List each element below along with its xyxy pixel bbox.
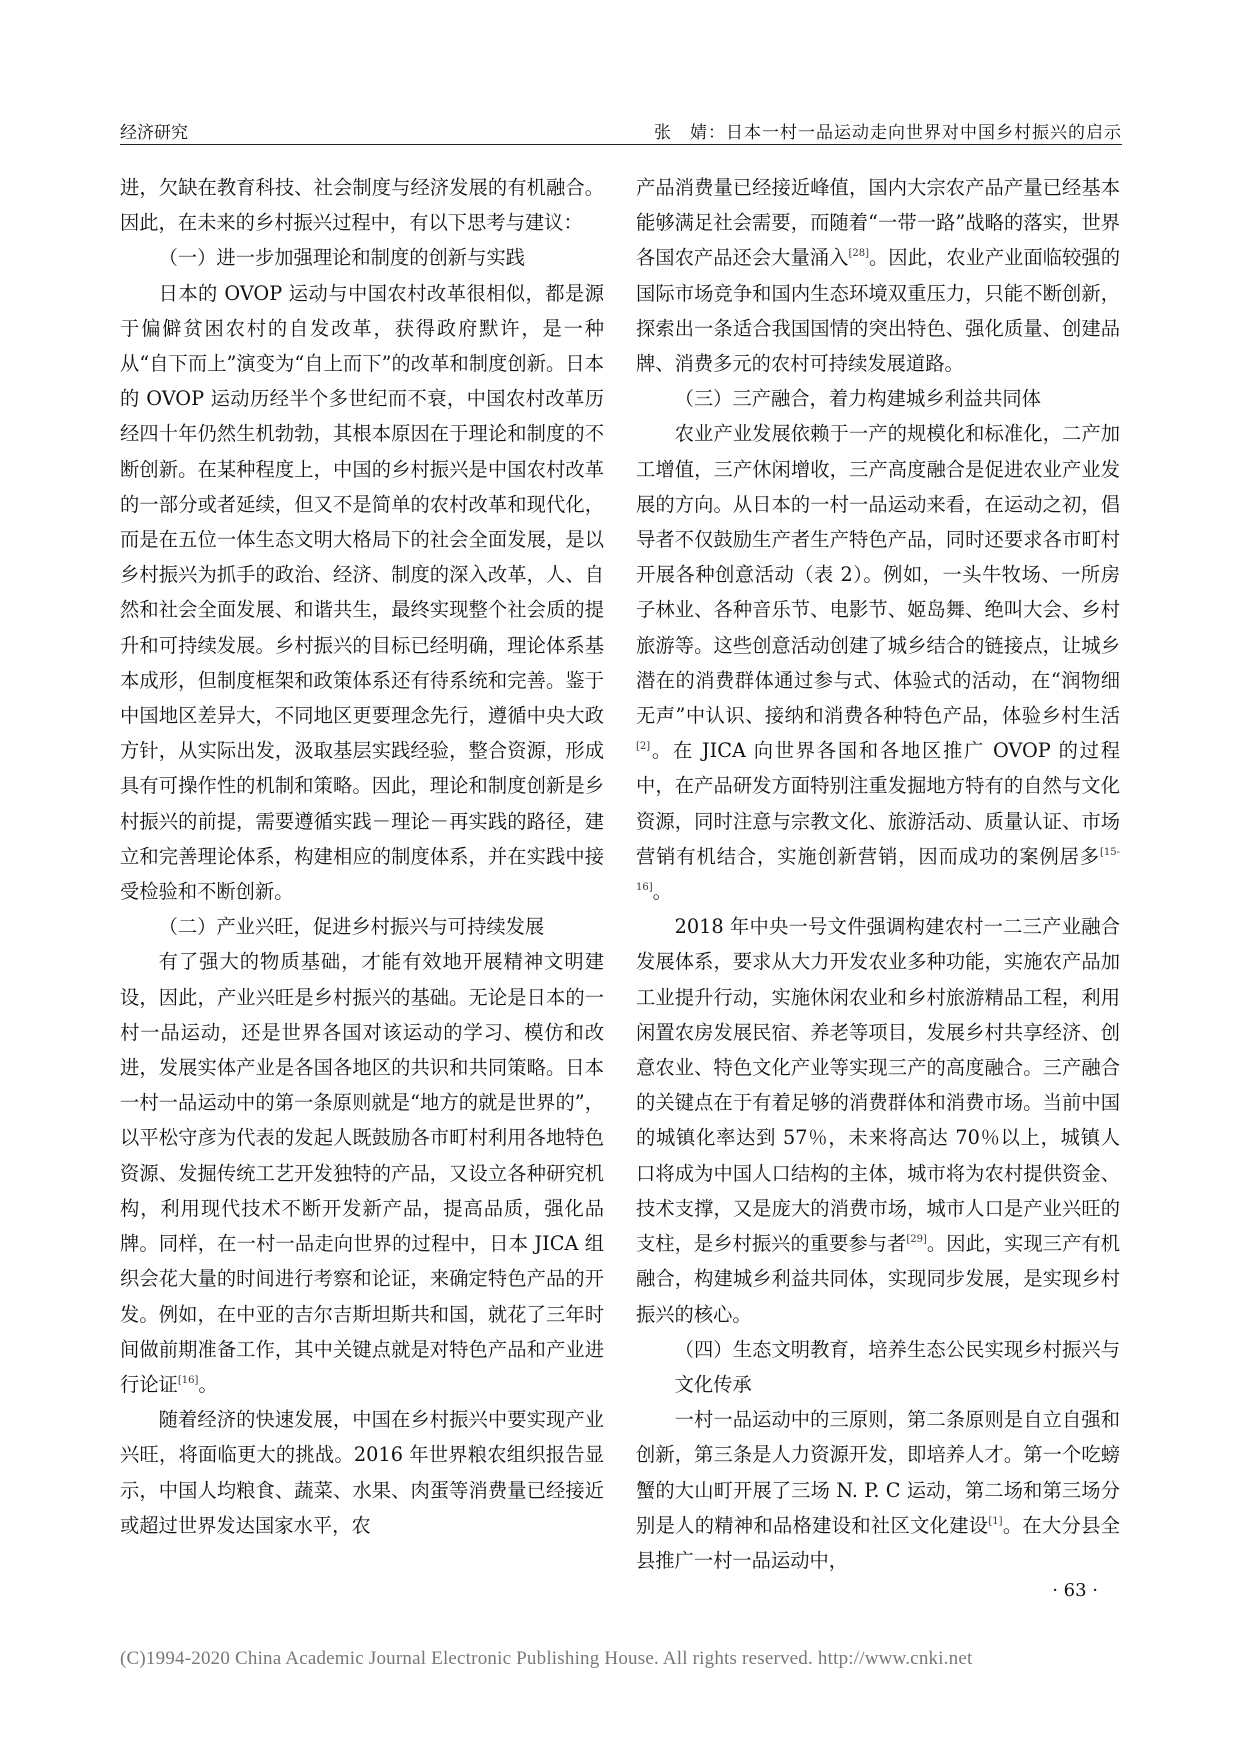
citation-ref: [15-16] — [636, 846, 1120, 894]
page-number: · 63 · — [1052, 1580, 1098, 1601]
paragraph-text: 。因此，农业产业面临较强的国际市场竞争和国内生态环境双重压力，只能不断创新，探索出一条适合我国国情的突出特色、强化质量、创建品牌、消费多元的农村可持续发展道路。 — [636, 246, 1121, 376]
paragraph-text: 农业产业发展依赖于一产的规模化和标准化，二产加工增值，三产休闲增收，三产高度融合是促进农业产业发展的方向。从日本的一村一品运动来看，在运动之初，倡导者不仅鼓励生产者生产特色产品，同时还要求各市町村开展各种创意活动（表 2）。例如，一头牛牧场、一所房子林业、各种音乐节、电影节、姬岛舞、绝叫大会、乡村旅游等。这些创意活动创建了城乡结合的链接点，让城乡潜在的消费群体通过参与式、体验式的活动，在“润物细无声”中认识、接纳和消费各种特色产品，体验乡村生活 — [636, 422, 1120, 728]
section-heading — [120, 240, 604, 275]
paragraph — [636, 909, 1120, 1331]
copyright-footer: (C)1994-2020 China Academic Journal Electronic Publishing House. All rights reserved. http://www.cnki.net — [120, 1648, 973, 1669]
paragraph-text: 2018 年中央一号文件强调构建农村一二三产业融合发展体系，要求从大力开发农业多种功能，实施农产品加工业提升行动，实施休闲农业和乡村旅游精品工程，利用闲置农房发展民宿、养老等项目，发展乡村共享经济、创意农业、特色文化产业等实现三产的高度融合。三产融合的关键点在于有着足够的消费群体和消费市场。当前中国的城镇化率达到 57％，未来将高达 70％以上，城镇人口将成为中国人口结构的主体，城市将为农村提供资金、技术支撑，又是庞大的消费市场，城市人口是产业兴旺的支柱，是乡村振兴的重要参与者 — [636, 915, 1120, 1256]
paragraph-text: 产品消费量已经接近峰值，国内大宗农产品产量已经基本能够满足社会需要，而随着“一带一路”战略的落实，世界各国农产品还会大量涌入 — [636, 176, 1120, 270]
paragraph — [636, 416, 1120, 909]
header-rule — [120, 144, 1122, 145]
paragraph — [636, 170, 1120, 381]
paragraph-text: （四）生态文明教育，培养生态公民实现乡村振兴与文化传承 — [674, 1337, 1120, 1396]
paragraph-text: 随着经济的快速发展，中国在乡村振兴中要实现产业兴旺，将面临更大的挑战。2016 年世界粮农组织报告显示，中国人均粮食、蔬菜、水果、肉蛋等消费量已经接近或超过世界发达国家水平，农 — [120, 1408, 604, 1537]
paragraph-text: 。因此，实现三产有机融合，构建城乡利益共同体，实现同步发展，是实现乡村振兴的核心。 — [636, 1232, 1121, 1326]
section-heading — [636, 381, 1120, 416]
paragraph-text: 。在 JICA 向世界各国和各地区推广 OVOP 的过程中，在产品研发方面特别注重发掘地方特有的自然与文化资源，同时注意与宗教文化、旅游活动、质量认证、市场营销有机结合，实施创新营销，因而成功的案例居多 — [636, 739, 1120, 868]
citation-ref: [16] — [177, 1374, 199, 1386]
citation-ref: [28] — [848, 248, 869, 260]
paragraph — [120, 1402, 604, 1543]
paragraph-text: 进，欠缺在教育科技、社会制度与经济发展的有机融合。因此，在未来的乡村振兴过程中，有以下思考与建议： — [120, 176, 604, 235]
paragraph-text: （一）进一步加强理论和制度的创新与实践 — [158, 246, 525, 270]
section-heading — [120, 909, 604, 944]
section-heading — [636, 1332, 1120, 1402]
paragraph-text: 。在大分县全县推广一村一品运动中， — [636, 1513, 1121, 1572]
paragraph-text: （三）三产融合，着力构建城乡利益共同体 — [674, 387, 1041, 411]
article-title-header: 张 婧：日本一村一品运动走向世界对中国乡村振兴的启示 — [654, 123, 1122, 143]
paragraph-text: 。 — [198, 1372, 218, 1396]
paragraph — [120, 944, 604, 1402]
paragraph-text: （二）产业兴旺，促进乡村振兴与可持续发展 — [158, 915, 545, 939]
citation-ref: [1] — [988, 1515, 1003, 1527]
right-column — [636, 170, 1120, 1578]
running-header — [120, 118, 1122, 142]
journal-section: 经济研究 — [120, 123, 188, 143]
paragraph-text: 一村一品运动中的三原则，第二条原则是自立自强和创新，第三条是人力资源开发，即培养人才。第一个吃螃蟹的大山町开展了三场 N. P. C 运动，第二场和第三场分别是人的精神和品格建设和社区文化建设 — [636, 1408, 1120, 1537]
paragraph-text: 日本的 OVOP 运动与中国农村改革很相似，都是源于偏僻贫困农村的自发改革，获得政府默许，是一种从“自下而上”演变为“自上而下”的改革和制度创新。日本的 OVOP 运动历经半个多世纪而不衰，中国农村改革历经四十年仍然生机勃勃，其根本原因在于理论和制度的不断创新。在某种程度上，中国的乡村振兴是中国农村改革的一部分或者延续，但又不是简单的农村改革和现代化，而是在五位一体生态文明大格局下的社会全面发展，是以乡村振兴为抓手的政治、经济、制度的深入改革，人、自然和社会全面发展、和谐共生，最终实现整个社会质的提升和可持续发展。乡村振兴的目标已经明确，理论体系基本成形，但制度框架和政策体系还有待系统和完善。鉴于中国地区差异大，不同地区更要理念先行，遵循中央大政方针，从实际出发，汲取基层实践经验，整合资源，形成具有可操作性的机制和策略。因此，理论和制度创新是乡村振兴的前提，需要遵循实践－理论－再实践的路径，建立和完善理论体系，构建相应的制度体系，并在实践中接受检验和不断创新。 — [120, 281, 604, 904]
paragraph — [120, 276, 604, 910]
citation-ref: [29] — [906, 1234, 927, 1246]
paragraph-text: 。 — [652, 880, 672, 904]
left-column — [120, 170, 604, 1543]
citation-ref: [2] — [636, 741, 651, 753]
paragraph-text: 有了强大的物质基础，才能有效地开展精神文明建设，因此，产业兴旺是乡村振兴的基础。无论是日本的一村一品运动，还是世界各国对该运动的学习、模仿和改进，发展实体产业是各国各地区的共识和共同策略。日本一村一品运动中的第一条原则就是“地方的就是世界的”，以平松守彦为代表的发起人既鼓励各市町村利用各地特色资源、发掘传统工艺开发独特的产品，又设立各种研究机构，利用现代技术不断开发新产品，提高品质，强化品牌。同样，在一村一品走向世界的过程中，日本 JICA 组织会花大量的时间进行考察和论证，来确定特色产品的开发。例如，在中亚的吉尔吉斯坦斯共和国，就花了三年时间做前期准备工作，其中关键点就是对特色产品和产业进行论证 — [120, 950, 604, 1396]
paragraph — [636, 1402, 1120, 1578]
paragraph — [120, 170, 604, 240]
